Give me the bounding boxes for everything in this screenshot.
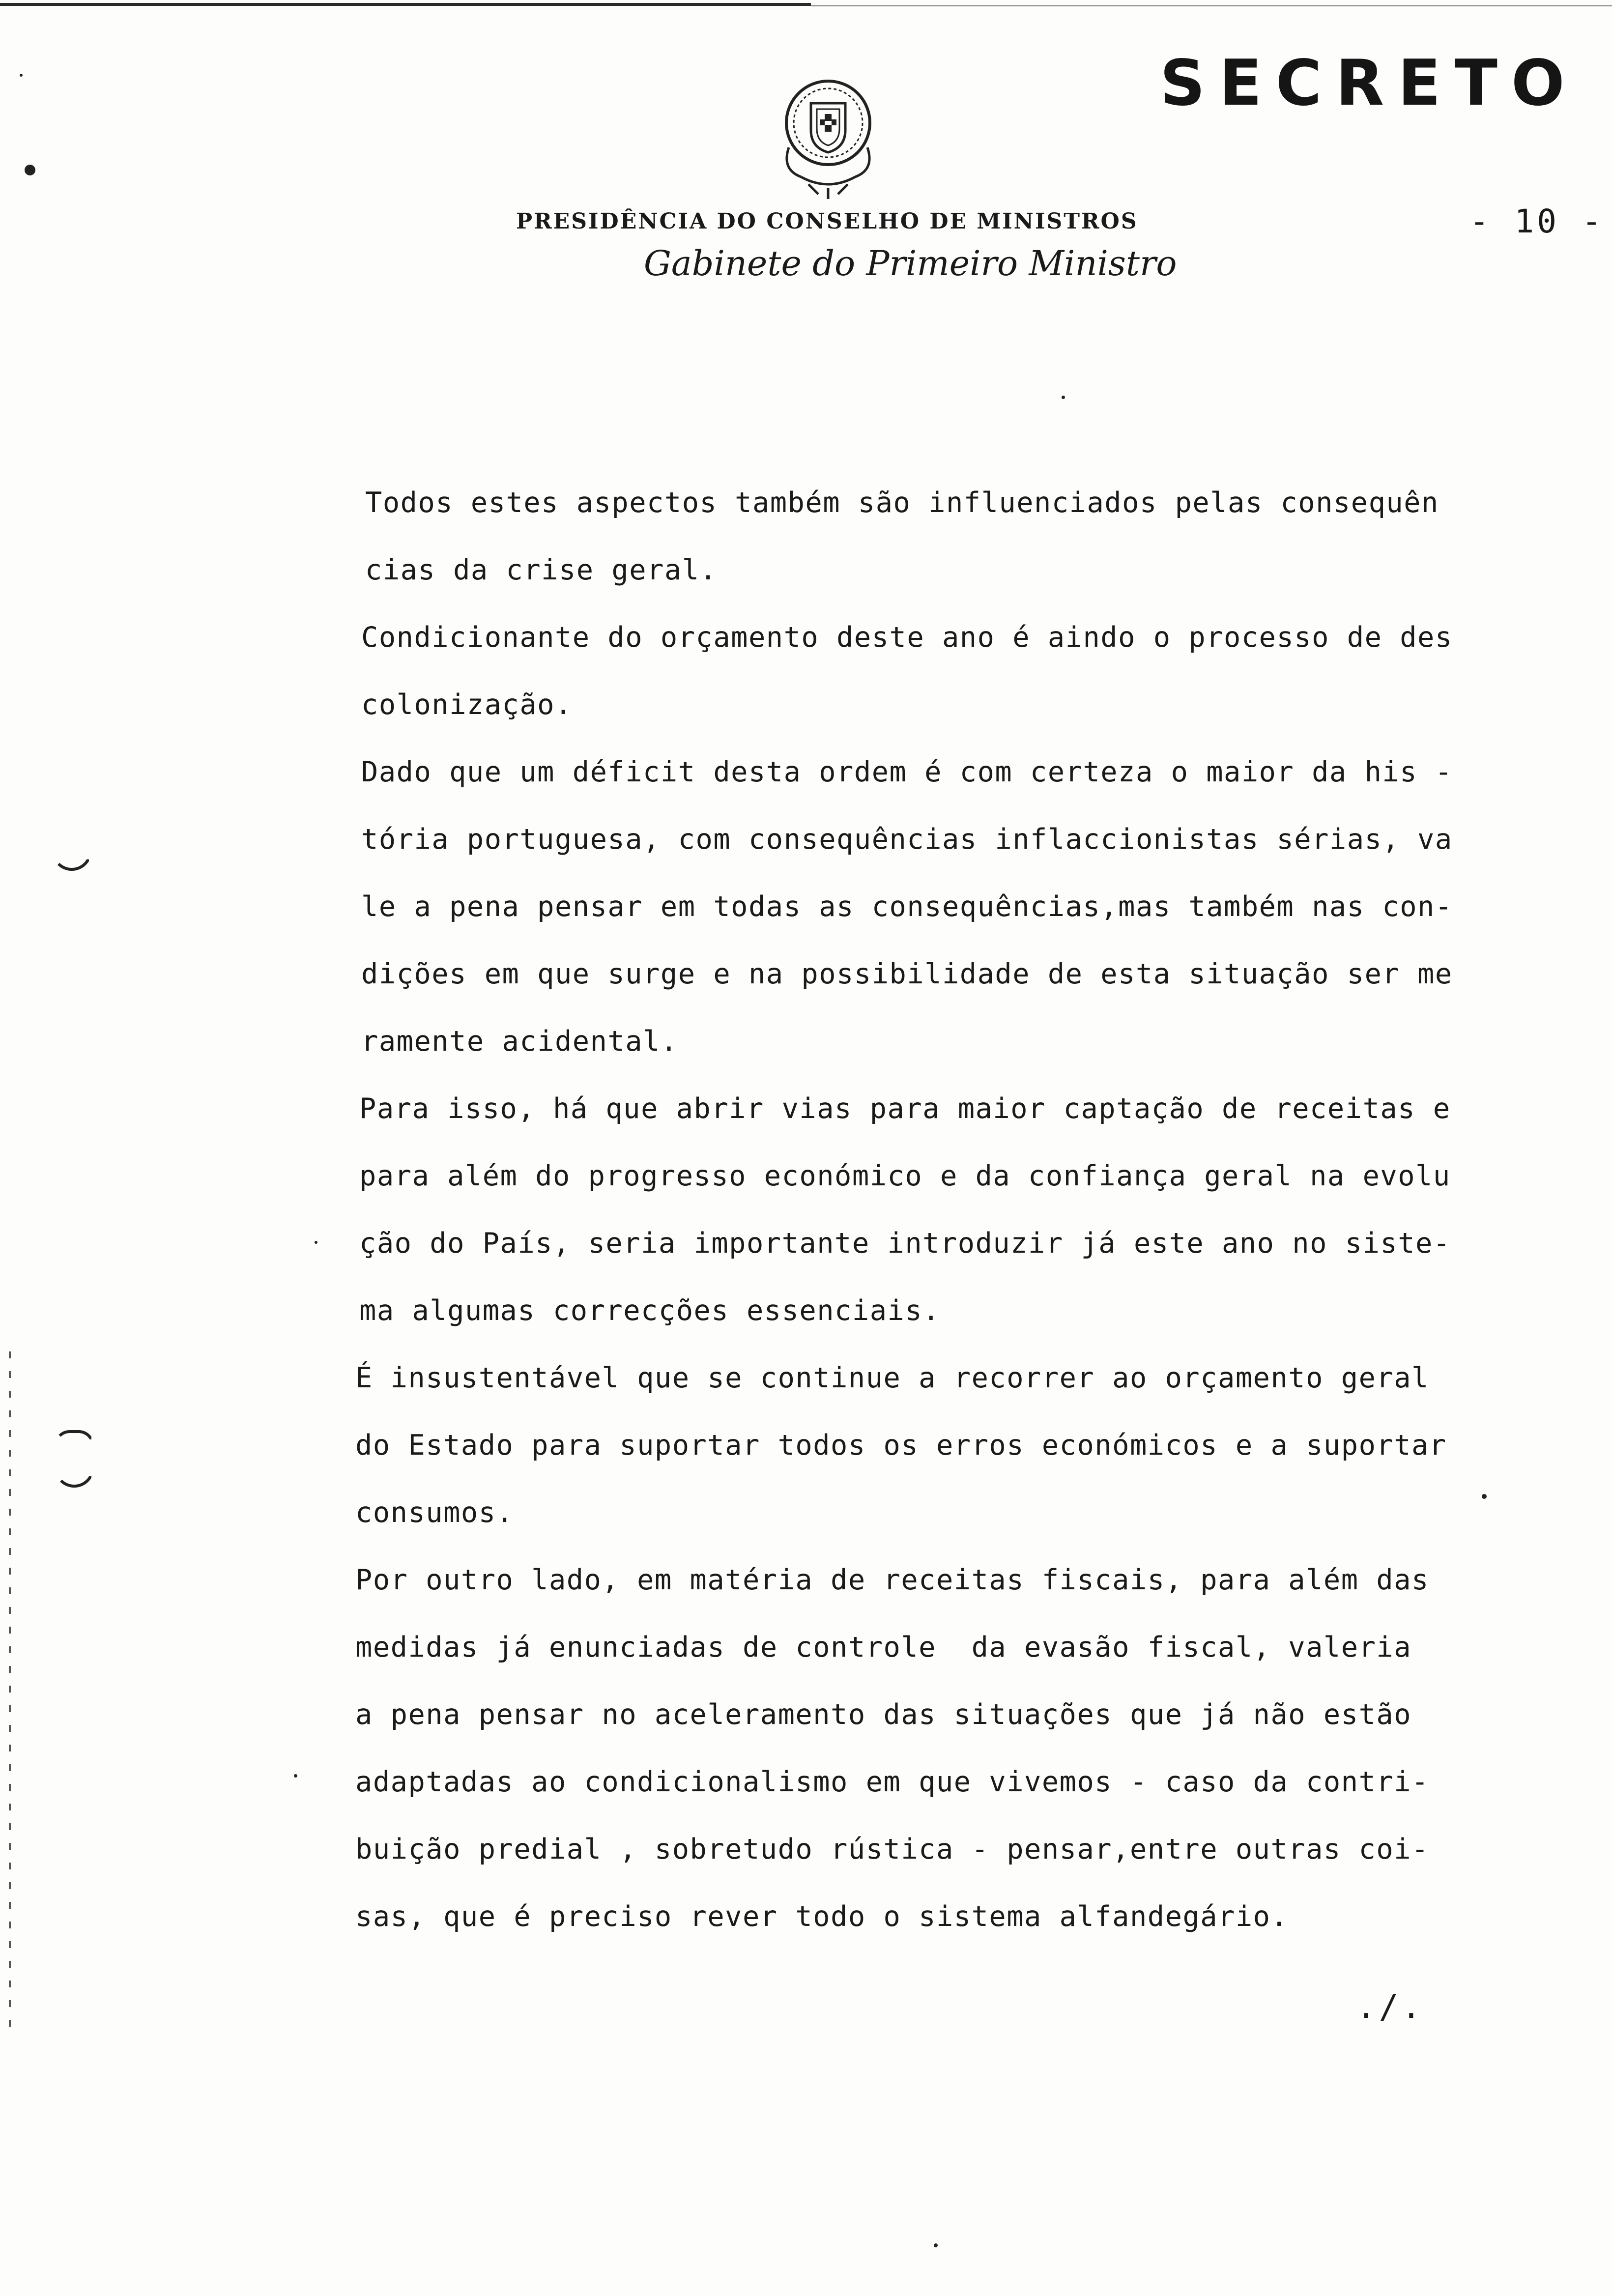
- text-line: a pena pensar no aceleramento das situações que já não estão: [355, 1698, 1412, 1731]
- scan-border-line-faint: [811, 5, 1612, 6]
- text-line: colonização.: [361, 689, 573, 721]
- scan-speck: [294, 1774, 297, 1778]
- punch-hole-mark: [54, 1430, 94, 1446]
- scan-speck: [315, 1241, 317, 1244]
- text-line: Para isso, há que abrir vias para maior captação de receitas e: [359, 1092, 1451, 1125]
- scan-speck: [1062, 396, 1065, 399]
- text-line: medidas já enunciadas de controle da evasão fiscal, valeria: [355, 1631, 1412, 1664]
- page-number: - 10 -: [1469, 202, 1605, 240]
- scan-speck: [934, 2243, 938, 2247]
- scan-speck: [25, 165, 35, 175]
- text-line: ramente acidental.: [361, 1025, 678, 1058]
- text-line: tória portuguesa, com consequências inflaccionistas sérias, va: [361, 823, 1453, 856]
- body-text: [355, 469, 1511, 1951]
- text-line: ção do País, seria importante introduzir já este ano no siste-: [359, 1227, 1451, 1260]
- punch-hole-mark: [54, 1467, 94, 1488]
- text-line: Por outro lado, em matéria de receitas fiscais, para além das: [355, 1564, 1429, 1596]
- text-line: le a pena pensar em todas as consequências,mas também nas con-: [361, 890, 1453, 923]
- text-line: Condicionante do orçamento deste ano é aindo o processo de des: [361, 621, 1453, 654]
- text-line: ma algumas correcções essenciais.: [359, 1294, 940, 1327]
- text-line: do Estado para suportar todos os erros económicos e a suportar: [355, 1429, 1447, 1462]
- text-line: cias da crise geral.: [365, 554, 718, 586]
- text-line: dições em que surge e na possibilidade de esta situação ser me: [361, 958, 1453, 990]
- classification-stamp: SECRETO: [1160, 47, 1579, 120]
- text-line: sas, que é preciso rever todo o sistema alfandegário.: [355, 1900, 1289, 1933]
- text-line: Todos estes aspectos também são influenciados pelas consequên: [365, 487, 1439, 519]
- scan-speck: [20, 74, 23, 77]
- binder-hole-marks: [9, 1351, 11, 2039]
- text-line: adaptadas ao condicionalismo em que vivemos - caso da contri-: [355, 1766, 1429, 1798]
- text-line: consumos.: [355, 1496, 514, 1529]
- office-name-script: Gabinete do Primeiro Ministro: [644, 243, 1177, 284]
- text-line: É insustentável que se continue a recorrer ao orçamento geral: [355, 1362, 1429, 1394]
- coat-of-arms-emblem: [772, 74, 885, 201]
- text-line: para além do progresso económico e da confiança geral na evolu: [359, 1160, 1451, 1192]
- organization-name: PRESIDÊNCIA DO CONSELHO DE MINISTROS: [516, 209, 1138, 234]
- text-line: Dado que um déficit desta ordem é com certeza o maior da his -: [361, 756, 1453, 788]
- scan-border-line: [0, 3, 811, 6]
- punch-hole-mark: [52, 850, 92, 871]
- continuation-mark: ./.: [1356, 1988, 1424, 2026]
- text-line: buição predial , sobretudo rústica - pensar,entre outras coi-: [355, 1833, 1429, 1866]
